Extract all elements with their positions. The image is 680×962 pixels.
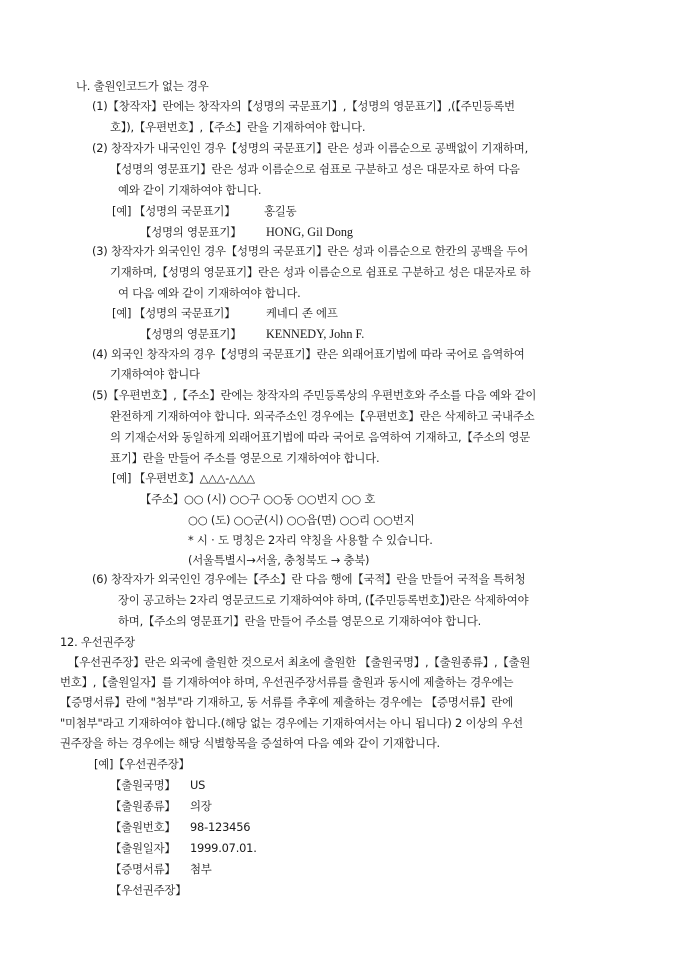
section-12-heading: 12. 우선권주장 bbox=[60, 635, 135, 649]
item6-line3: 하며,【주소의 영문표기】란을 만들어 주소를 영문으로 기재하여야 합니다. bbox=[118, 614, 482, 628]
item3-line1: (3) 창작자가 외국인인 경우【성명의 국문표기】란은 성과 이름순으로 한칸의 공백을 두어 bbox=[92, 244, 529, 258]
trailing-priority-label: 【우선권주장】 bbox=[110, 883, 187, 897]
item2-line3: 예와 같이 기재하여야 합니다. bbox=[118, 183, 262, 197]
item2-example-eng-value: HONG, Gil Dong bbox=[266, 225, 354, 239]
field-value: US bbox=[190, 778, 206, 792]
section-12-paragraph-line3: 【증명서류】란에 "첨부"라 기재하고, 동 서류를 추후에 제출하는 경우에는 【증명서류】란에 bbox=[60, 695, 513, 709]
section-12-paragraph-line1: 【우선권주장】란은 외국에 출원한 것으로서 최초에 출원한 【출원국명】,【출원종류】,【출원 bbox=[68, 655, 531, 669]
field-value: 1999.07.01. bbox=[190, 841, 257, 855]
section-12-paragraph-line4: "미첨부"라고 기재하여야 합니다.(해당 없는 경우에는 기재하여서는 아니 됩니다) 2 이상의 우선 bbox=[60, 716, 523, 730]
item6-line2: 장이 공고하는 2자리 영문코드로 기재하여야 하며, (【주민등록번호】)란은 삭제하여야 bbox=[118, 593, 529, 607]
item3-example-kor-label: 【성명의 국문표기】 bbox=[134, 306, 236, 320]
item2-example-kor-label: 【성명의 국문표기】 bbox=[134, 204, 236, 218]
item2-example-kor-value: 홍길동 bbox=[264, 204, 297, 218]
item3-example-eng-label: 【성명의 영문표기】 bbox=[140, 327, 242, 341]
section-12-example-label: [예]【우선권주장】 bbox=[94, 757, 190, 771]
field-label: 【출원국명】 bbox=[110, 778, 176, 792]
section-12-paragraph-line5: 권주장을 하는 경우에는 해당 식별항목을 증설하여 다음 예와 같이 기재합니다. bbox=[60, 736, 440, 750]
item3-example-eng-value: KENNEDY, John F. bbox=[266, 327, 365, 341]
field-label: 【출원종류】 bbox=[110, 799, 176, 813]
item3-line3: 여 다음 예와 같이 기재하여야 합니다. bbox=[118, 286, 301, 300]
field-label: 【증명서류】 bbox=[110, 862, 176, 876]
item5-example-zip: 【우편번호】△△△-△△△ bbox=[134, 471, 255, 485]
item3-example-label: [예] bbox=[112, 306, 132, 320]
item1-line2: 호】),【우편번호】,【주소】란을 기재하여야 합니다. bbox=[110, 120, 366, 134]
field-value: 의장 bbox=[190, 799, 212, 813]
item3-example-kor-value: 케네디 존 에프 bbox=[266, 306, 338, 320]
item2-line2: 【성명의 영문표기】란은 성과 이름순으로 쉼표로 구분하고 성은 대문자로 하여 다음 bbox=[110, 162, 520, 176]
field-label: 【출원번호】 bbox=[110, 820, 176, 834]
section-b-heading: 나. 출원인코드가 없는 경우 bbox=[76, 79, 209, 93]
item5-example-address2: ○○ (도) ○○군(시) ○○읍(면) ○○리 ○○번지 bbox=[188, 513, 415, 527]
item6-line1: (6) 창작자가 외국인인 경우에는【주소】란 다음 행에【국적】란을 만들어 국적을 특허청 bbox=[92, 572, 526, 586]
item2-example-eng-label: 【성명의 영문표기】 bbox=[140, 225, 242, 239]
item5-line1: (5)【우편번호】,【주소】란에는 창작자의 주민등록상의 우편번호와 주소를 다음 예와 같이 bbox=[92, 388, 537, 402]
item4-line2: 기재하여야 합니다 bbox=[110, 367, 200, 381]
item1-line1: (1)【창작자】란에는 창작자의【성명의 국문표기】,【성명의 영문표기】,(【주민등록번 bbox=[92, 99, 515, 113]
item5-example-address1: 【주소】○○ (시) ○○구 ○○동 ○○번지 ○○ 호 bbox=[140, 492, 376, 506]
item5-line3: 의 기재순서와 동일하게 외래어표기법에 따라 국어로 음역하여 기재하고,【주소의 영문 bbox=[110, 430, 531, 444]
field-value: 첨부 bbox=[190, 862, 212, 876]
field-label: 【출원일자】 bbox=[110, 841, 176, 855]
item4-line1: (4) 외국인 창작자의 경우【성명의 국문표기】란은 외래어표기법에 따라 국어로 음역하여 bbox=[92, 347, 525, 361]
item3-line2: 기재하며,【성명의 영문표기】란은 성과 이름순으로 쉼표로 구분하고 성은 대문자로 하 bbox=[110, 265, 531, 279]
item2-example-label: [예] bbox=[112, 204, 132, 218]
item5-note1: * 시 · 도 명칭은 2자리 약칭을 사용할 수 있습니다. bbox=[188, 533, 433, 547]
item2-line1: (2) 창작자가 내국인인 경우【성명의 국문표기】란은 성과 이름순으로 공백없이 기재하며, bbox=[92, 141, 529, 155]
item5-line4: 표기】란을 만들어 주소를 영문으로 기재하여야 합니다. bbox=[110, 451, 380, 465]
section-12-paragraph-line2: 번호】,【출원일자】를 기재하여야 하며, 우선권주장서류를 출원과 동시에 제출하는 경우에는 bbox=[60, 675, 514, 689]
field-value: 98-123456 bbox=[190, 820, 251, 834]
item5-note2: (서울특별시→서울, 충청북도 → 충북) bbox=[188, 553, 370, 567]
item5-line2: 완전하게 기재하여야 합니다. 외국주소인 경우에는【우편번호】란은 삭제하고 국내주소 bbox=[110, 409, 535, 423]
item5-example-label: [예] bbox=[112, 471, 132, 485]
